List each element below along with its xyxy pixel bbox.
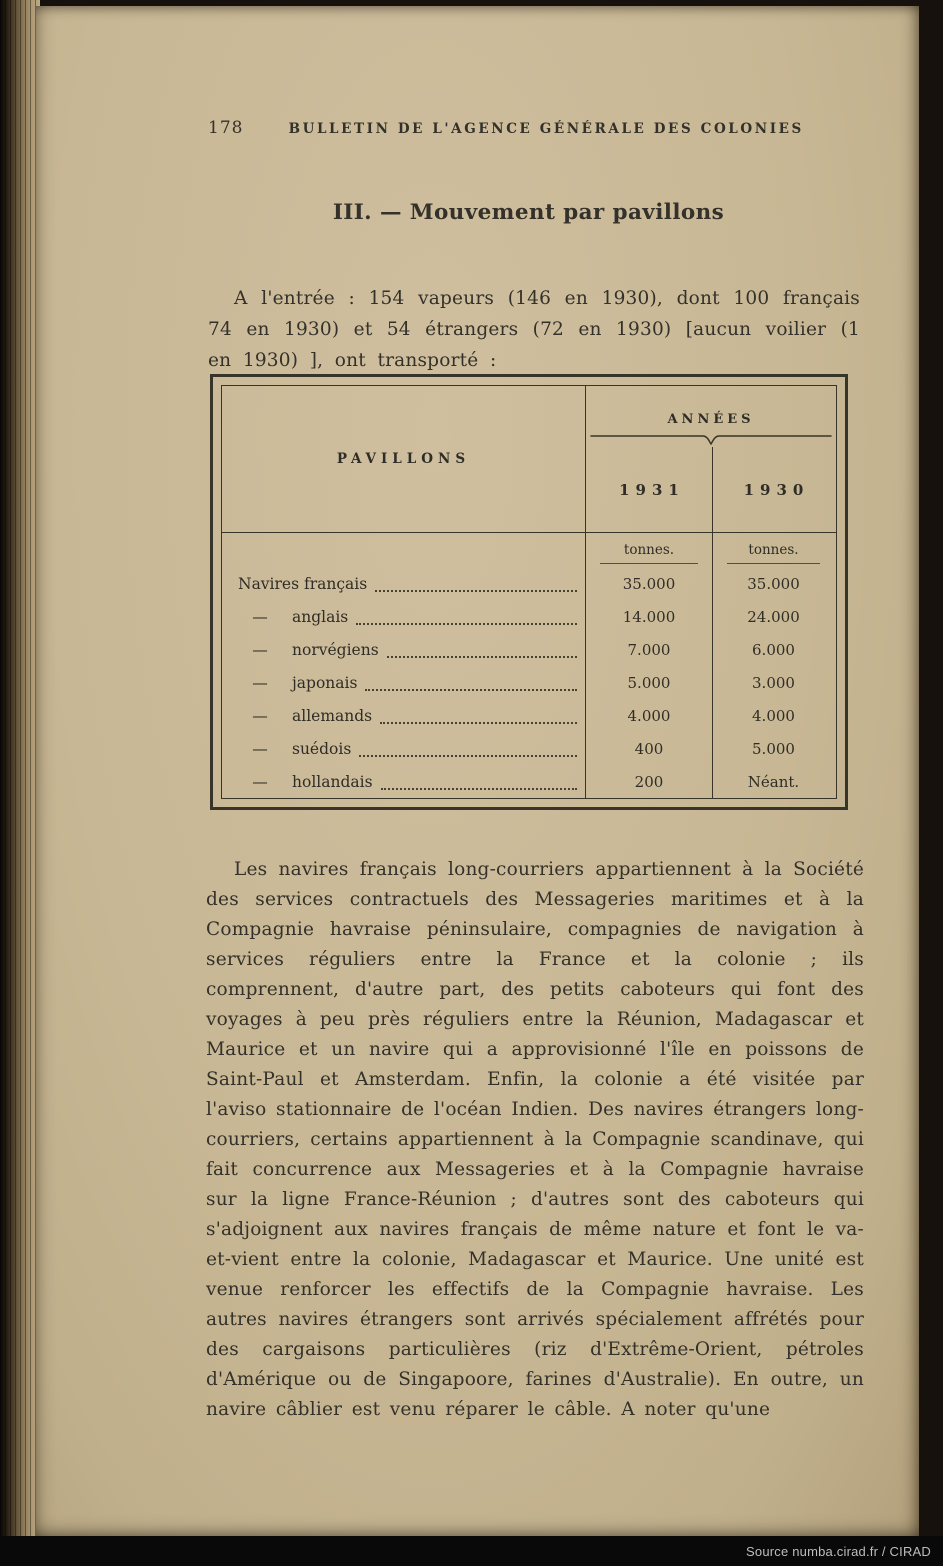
pavillon-name: allemands [292, 706, 373, 725]
annees-column-header [586, 386, 836, 532]
pavillons-table [210, 374, 848, 810]
dotted-leader [356, 608, 577, 625]
pavillon-label-cell [222, 732, 586, 765]
value-1930: 5.000 [712, 732, 834, 765]
table-row [222, 633, 836, 666]
dash: — [252, 772, 268, 791]
value-1930: 35.000 [712, 567, 834, 600]
value-1930: Néant. [712, 765, 834, 798]
page-number: 178 [208, 118, 244, 138]
dotted-leader [387, 641, 577, 658]
table-row [222, 600, 836, 633]
dash: — [252, 673, 268, 692]
pavillon-label-cell [222, 600, 586, 633]
value-1930: 3.000 [712, 666, 834, 699]
dotted-leader [359, 740, 577, 757]
pavillon-label-cell [222, 666, 586, 699]
dotted-leader [380, 707, 577, 724]
unit-label-1930: tonnes. [712, 533, 834, 567]
table-row [222, 666, 836, 699]
intro-paragraph: A l'entrée : 154 vapeurs (146 en 1930), dont 100 français 74 en 1930) et 54 étrangers (72 en 1930) [aucun voilier (1 en 1930) ], ont transporté : [208, 287, 860, 371]
pavillon-name: norvégiens [292, 640, 379, 659]
table-row [222, 699, 836, 732]
dotted-leader [381, 773, 577, 790]
dash: — [252, 706, 268, 725]
source-attribution: Source numba.cirad.fr / CIRAD [746, 1543, 931, 1559]
unit-row-spacer [222, 533, 586, 567]
pavillon-name: japonais [292, 673, 358, 692]
value-1931: 7.000 [627, 640, 671, 659]
year-1930-header: 1930 [712, 447, 834, 532]
scanned-page [36, 6, 919, 1536]
table-row [222, 732, 836, 765]
running-title: BULLETIN DE L'AGENCE GÉNÉRALE DES COLONIES [288, 121, 804, 137]
table-header [222, 386, 836, 533]
pavillon-name: suédois [292, 739, 352, 758]
value-1931: 14.000 [622, 607, 676, 626]
value-1930: 6.000 [712, 633, 834, 666]
book-page-edges [0, 0, 40, 1536]
dotted-leader [375, 575, 577, 592]
annees-brace [586, 433, 836, 447]
source-bar [0, 1536, 943, 1566]
unit-label-1931: tonnes. [586, 533, 712, 567]
dash: — [252, 739, 268, 758]
table-body [222, 567, 836, 798]
value-1931: 35.000 [622, 574, 676, 593]
dash: — [252, 640, 268, 659]
pavillon-name: anglais [292, 607, 349, 626]
body-paragraph: Les navires français long-courriers appartiennent à la Société des services contractuels des Messageries maritimes et à la Compagnie havraise péninsulaire, compagnies de navigation à services réguliers entre la France et la colonie ; ils comprennent, d'autre part, des petits caboteurs qui font des voyages à peu près réguliers entre la Réunion, Madagascar et Maurice et un navire qui a approvisionné l'île en poissons de Saint-Paul et Amsterdam. Enfin, la colonie a été visitée par l'aviso stationnaire de l'océan Indien. Des navires étrangers long-courriers, certains appartiennent à la Compagnie scandinave, qui fait concurrence aux Messageries et à la Compagnie havraise sur la ligne France-Réunion ; d'autres sont des caboteurs qui s'adjoignent aux navires français de même nature et font le va-et-vient entre la colonie, Madagascar et Maurice. Une unité est venue renforcer les effectifs de la Compagnie havraise. Les autres navires étrangers sont arrivés spécialement affrétés pour des cargaisons particulières (riz d'Extrême-Orient, pétroles d'Amérique ou de Singapoore, farines d'Australie). En outre, un navire câblier est venu réparer le câble. A noter qu'une [206, 858, 864, 1420]
years-row [586, 447, 836, 532]
pavillon-label-cell [222, 633, 586, 666]
value-1931: 4.000 [627, 706, 671, 725]
pavillon-name: Navires français [238, 574, 368, 593]
value-1930: 4.000 [712, 699, 834, 732]
year-1931-header: 1931 [619, 480, 685, 499]
value-1931: 200 [634, 772, 664, 791]
table-inner-frame [221, 385, 837, 799]
dash: — [252, 607, 268, 626]
pavillon-label-cell [222, 765, 586, 798]
value-1931: 400 [634, 739, 664, 758]
pavillons-header-label: PAVILLONS [336, 451, 471, 467]
pavillon-name: hollandais [292, 772, 373, 791]
section-title: III. — Mouvement par pavillons [332, 200, 725, 225]
pavillons-column-header [222, 386, 586, 532]
annees-header-label: ANNÉES [667, 412, 755, 427]
dotted-leader [365, 674, 577, 691]
table-row [222, 567, 836, 600]
value-1930: 24.000 [712, 600, 834, 633]
value-1931: 5.000 [627, 673, 671, 692]
pavillon-label-cell [222, 699, 586, 732]
unit-row [222, 533, 836, 567]
running-head [208, 118, 849, 138]
table-row [222, 765, 836, 798]
pavillon-label-cell [222, 567, 586, 600]
brace-icon [589, 433, 833, 447]
